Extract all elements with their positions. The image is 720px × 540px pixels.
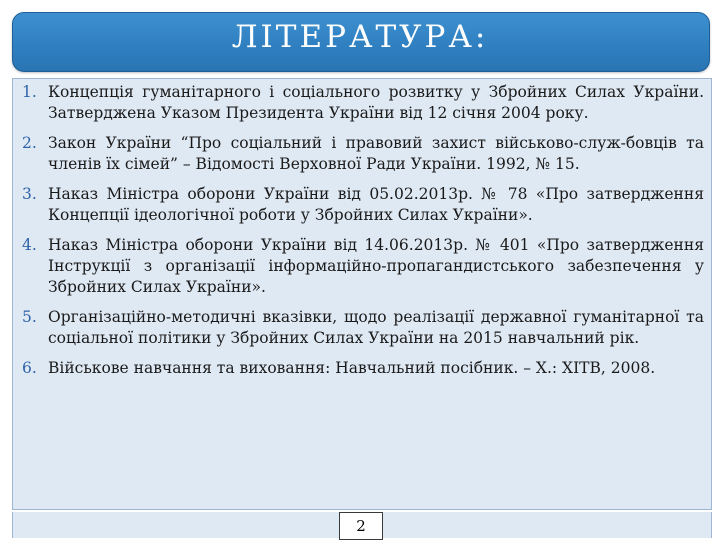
item-text: Концепція гуманітарного і соціального розвитку у Збройних Силах України. Затверджена Указом Президента України від 12 січня 2004 року. [48, 83, 704, 122]
list-item [14, 184, 704, 226]
list-item [14, 82, 704, 124]
list-item [14, 307, 704, 349]
item-number: 5. [22, 308, 37, 326]
list-item [14, 133, 704, 175]
item-text: Наказ Міністра оборони України від 14.06.2013р. № 401 «Про затвердження Інструкції з організації інформаційно-пропагандистського забезпечення у Збройних Силах України». [48, 236, 704, 296]
item-number: 6. [22, 359, 37, 377]
list-item [14, 358, 704, 379]
list-item [14, 235, 704, 298]
page-title: ЛІТЕРАТУРА: [231, 19, 489, 55]
item-number: 2. [22, 134, 37, 152]
item-number: 4. [22, 236, 37, 254]
item-text: Закон України “Про соціальний і правовий захист військово-служ-бовців та членів їх сімей” – Відомості Верховної Ради України. 1992, № 15. [48, 134, 704, 173]
item-text: Організаційно-методичні вказівки, щодо реалізації державної гуманітарної та соціальної політики у Збройних Силах України на 2015 навчальний рік. [48, 308, 704, 347]
item-number: 3. [22, 185, 37, 203]
item-text: Військове навчання та виховання: Навчальний посібник. – Х.: ХІТВ, 2008. [48, 359, 656, 377]
reference-list [14, 78, 704, 388]
item-number: 1. [22, 83, 37, 101]
item-text: Наказ Міністра оборони України від 05.02.2013р. № 78 «Про затвердження Концепції ідеологічної роботи у Збройних Силах України». [48, 185, 704, 224]
page-number: 2 [339, 512, 383, 540]
